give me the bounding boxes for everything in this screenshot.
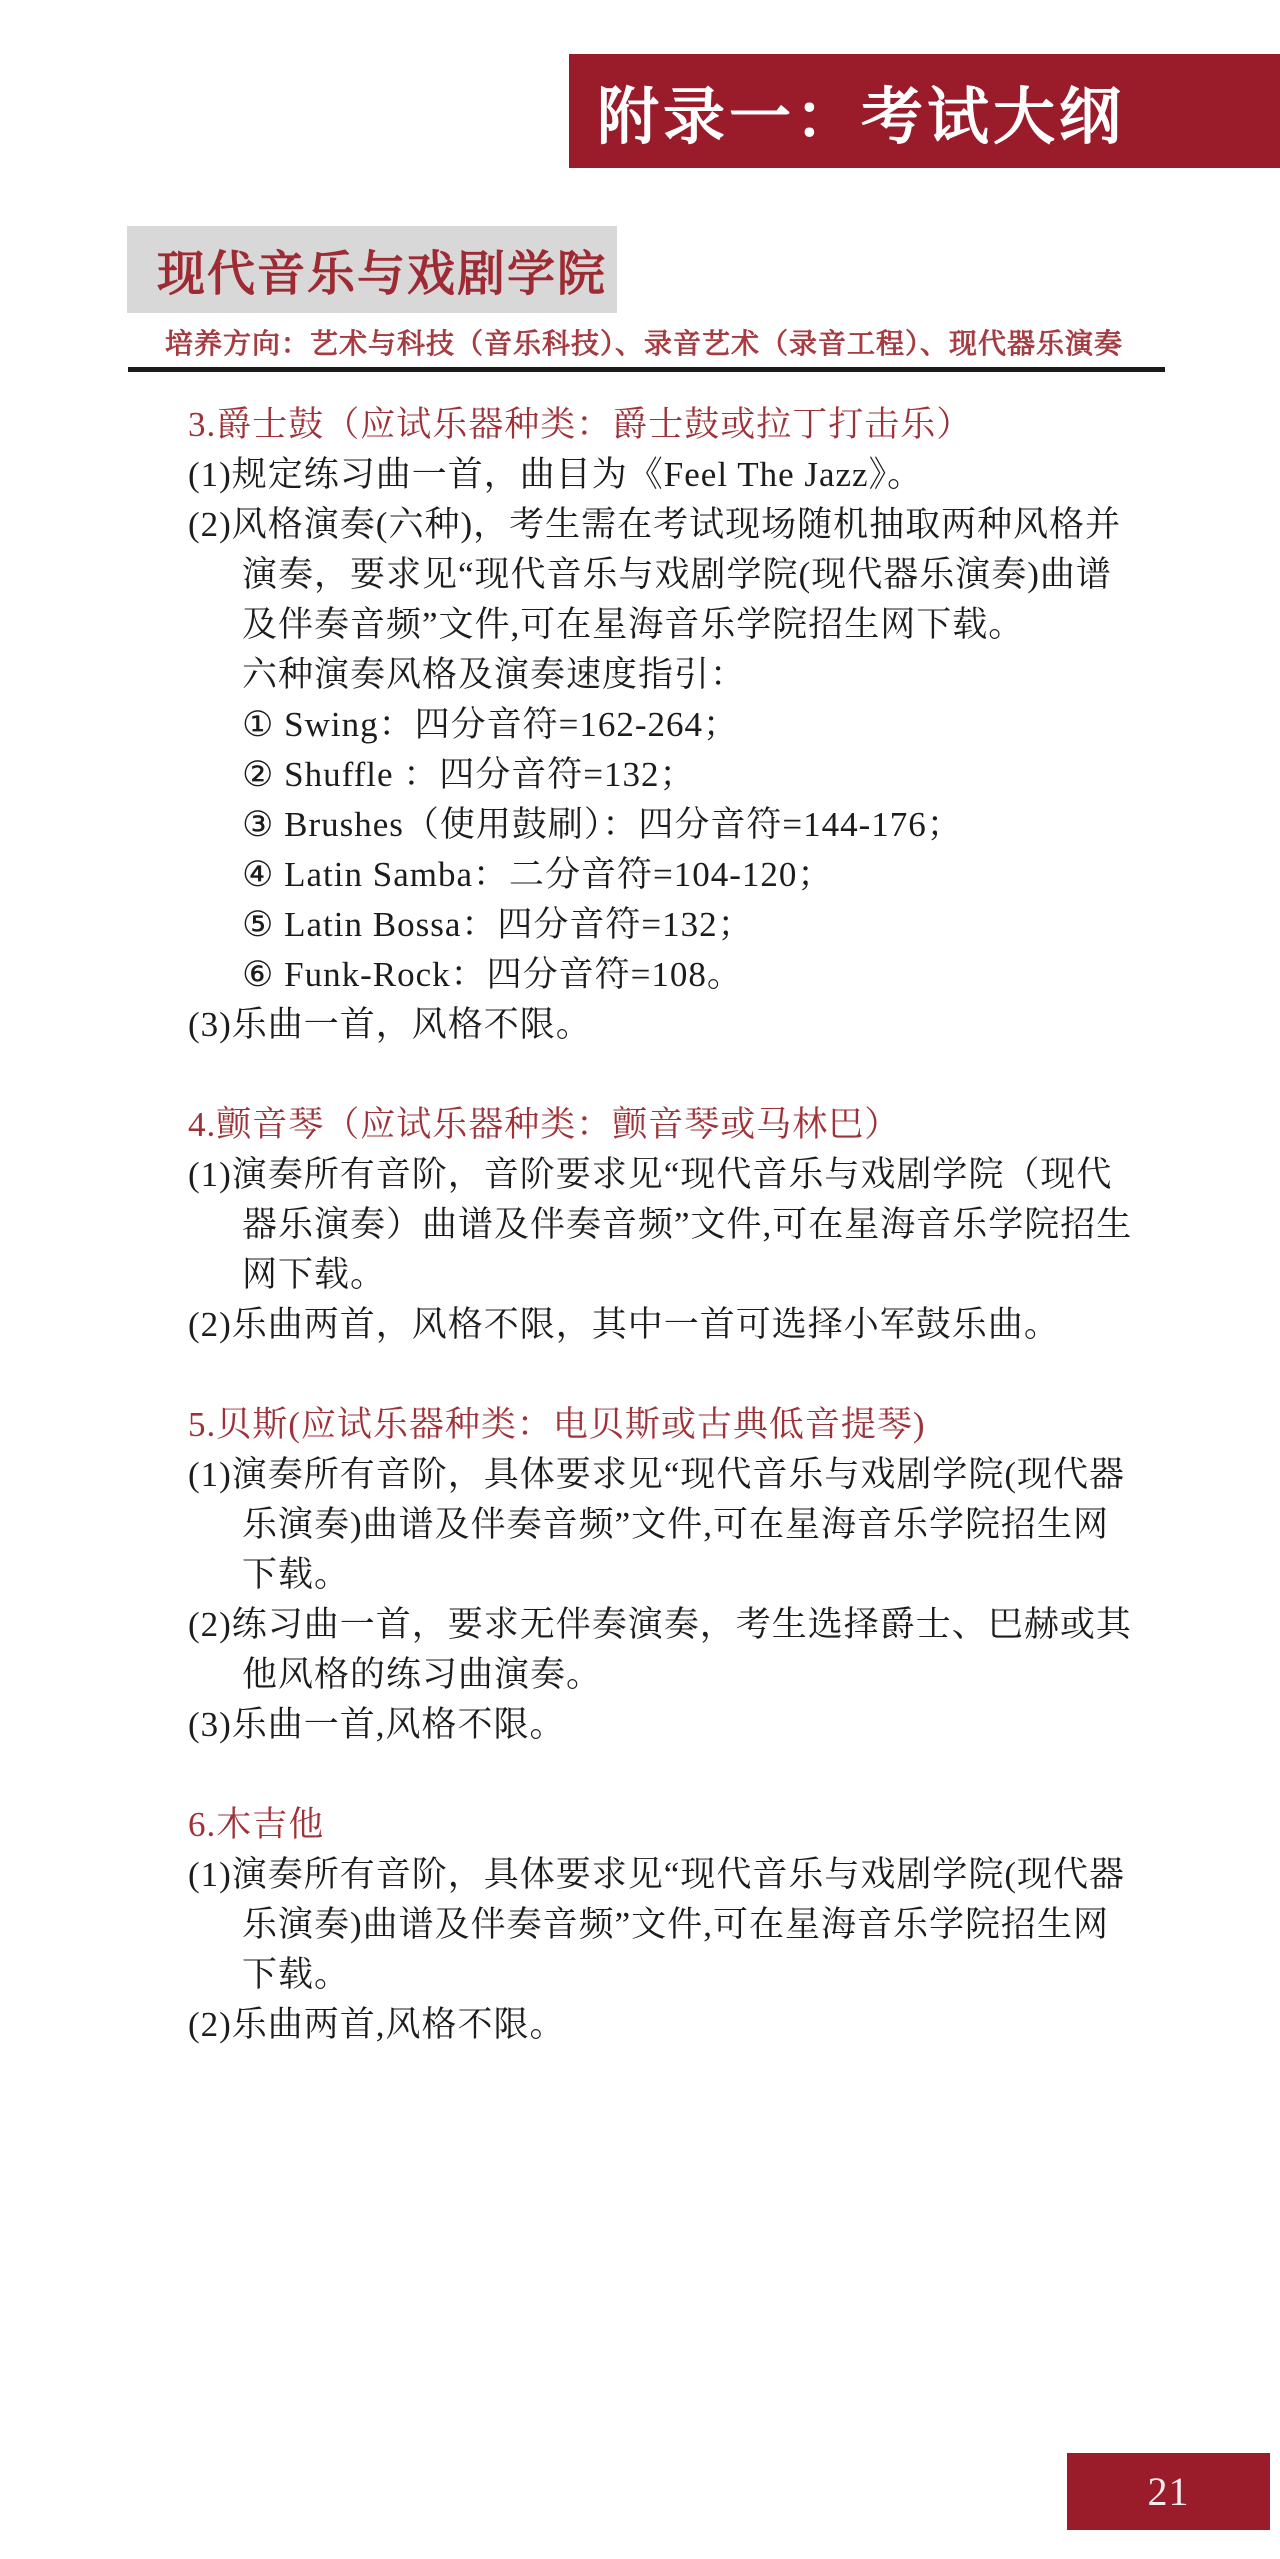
body-line: 演奏，要求见“现代音乐与戏剧学院(现代器乐演奏)曲谱	[242, 555, 1112, 594]
body-line: ③ Brushes（使用鼓刷）：四分音符=144-176；	[242, 805, 963, 844]
instrument-section	[188, 1400, 1168, 1750]
section-heading: 6.木吉他	[188, 1805, 325, 1844]
body-line: 六种演奏风格及演奏速度指引：	[242, 655, 747, 694]
body-line: 乐演奏)曲谱及伴奏音频”文件,可在星海音乐学院招生网	[242, 1505, 1109, 1544]
page-number-box	[1067, 2453, 1270, 2530]
body-line: (1)规定练习曲一首，曲目为《Feel The Jazz》。	[188, 455, 924, 494]
section-heading: 4.颤音琴（应试乐器种类：颤音琴或马林巴）	[188, 1105, 901, 1144]
body-line: 网下载。	[242, 1255, 387, 1294]
horizontal-rule	[128, 367, 1165, 372]
training-directions: 培养方向：艺术与科技（音乐科技）、录音艺术（录音工程）、现代器乐演奏	[165, 329, 1124, 360]
body-line: ② Shuffle ：四分音符=132；	[242, 755, 696, 794]
body-line: 他风格的练习曲演奏。	[242, 1655, 603, 1694]
body-line: ④ Latin Samba：二分音符=104-120；	[242, 855, 834, 894]
body-line: (3)乐曲一首,风格不限。	[188, 1705, 566, 1744]
body-line: (2)风格演奏(六种)，考生需在考试现场随机抽取两种风格并	[188, 505, 1122, 544]
instrument-section	[188, 1800, 1168, 2050]
body-line: ⑥ Funk-Rock：四分音符=108。	[242, 955, 743, 994]
page-number: 21	[1147, 2469, 1190, 2514]
body-line: 器乐演奏）曲谱及伴奏音频”文件,可在星海音乐学院招生	[242, 1205, 1133, 1244]
body-line: 下载。	[242, 1955, 351, 1994]
body-line: 下载。	[242, 1555, 351, 1594]
body-line: (1)演奏所有音阶，音阶要求见“现代音乐与戏剧学院（现代	[188, 1155, 1113, 1194]
instrument-section	[188, 400, 1168, 1050]
exam-requirements-body	[188, 400, 1168, 2050]
body-line: 及伴奏音频”文件,可在星海音乐学院招生网下载。	[242, 605, 1025, 644]
section-heading: 5.贝斯(应试乐器种类：电贝斯或古典低音提琴)	[188, 1405, 926, 1444]
body-line: ⑤ Latin Bossa：四分音符=132；	[242, 905, 754, 944]
body-line: 乐演奏)曲谱及伴奏音频”文件,可在星海音乐学院招生网	[242, 1905, 1109, 1944]
body-line: (2)练习曲一首，要求无伴奏演奏，考生选择爵士、巴赫或其	[188, 1605, 1132, 1644]
body-line: (3)乐曲一首，风格不限。	[188, 1005, 592, 1044]
section-heading: 3.爵士鼓（应试乐器种类：爵士鼓或拉丁打击乐）	[188, 405, 973, 444]
body-line: ① Swing：四分音符=162-264；	[242, 705, 739, 744]
body-line: (2)乐曲两首，风格不限，其中一首可选择小军鼓乐曲。	[188, 1305, 1060, 1344]
body-line: (1)演奏所有音阶，具体要求见“现代音乐与戏剧学院(现代器	[188, 1455, 1126, 1494]
body-line: (1)演奏所有音阶，具体要求见“现代音乐与戏剧学院(现代器	[188, 1855, 1126, 1894]
instrument-section	[188, 1100, 1168, 1350]
body-line: (2)乐曲两首,风格不限。	[188, 2005, 566, 2044]
appendix-title-banner	[569, 54, 1280, 168]
school-name: 现代音乐与戏剧学院	[157, 248, 608, 301]
appendix-title: 附录一：考试大纲	[597, 83, 1126, 152]
school-name-box	[127, 226, 617, 313]
